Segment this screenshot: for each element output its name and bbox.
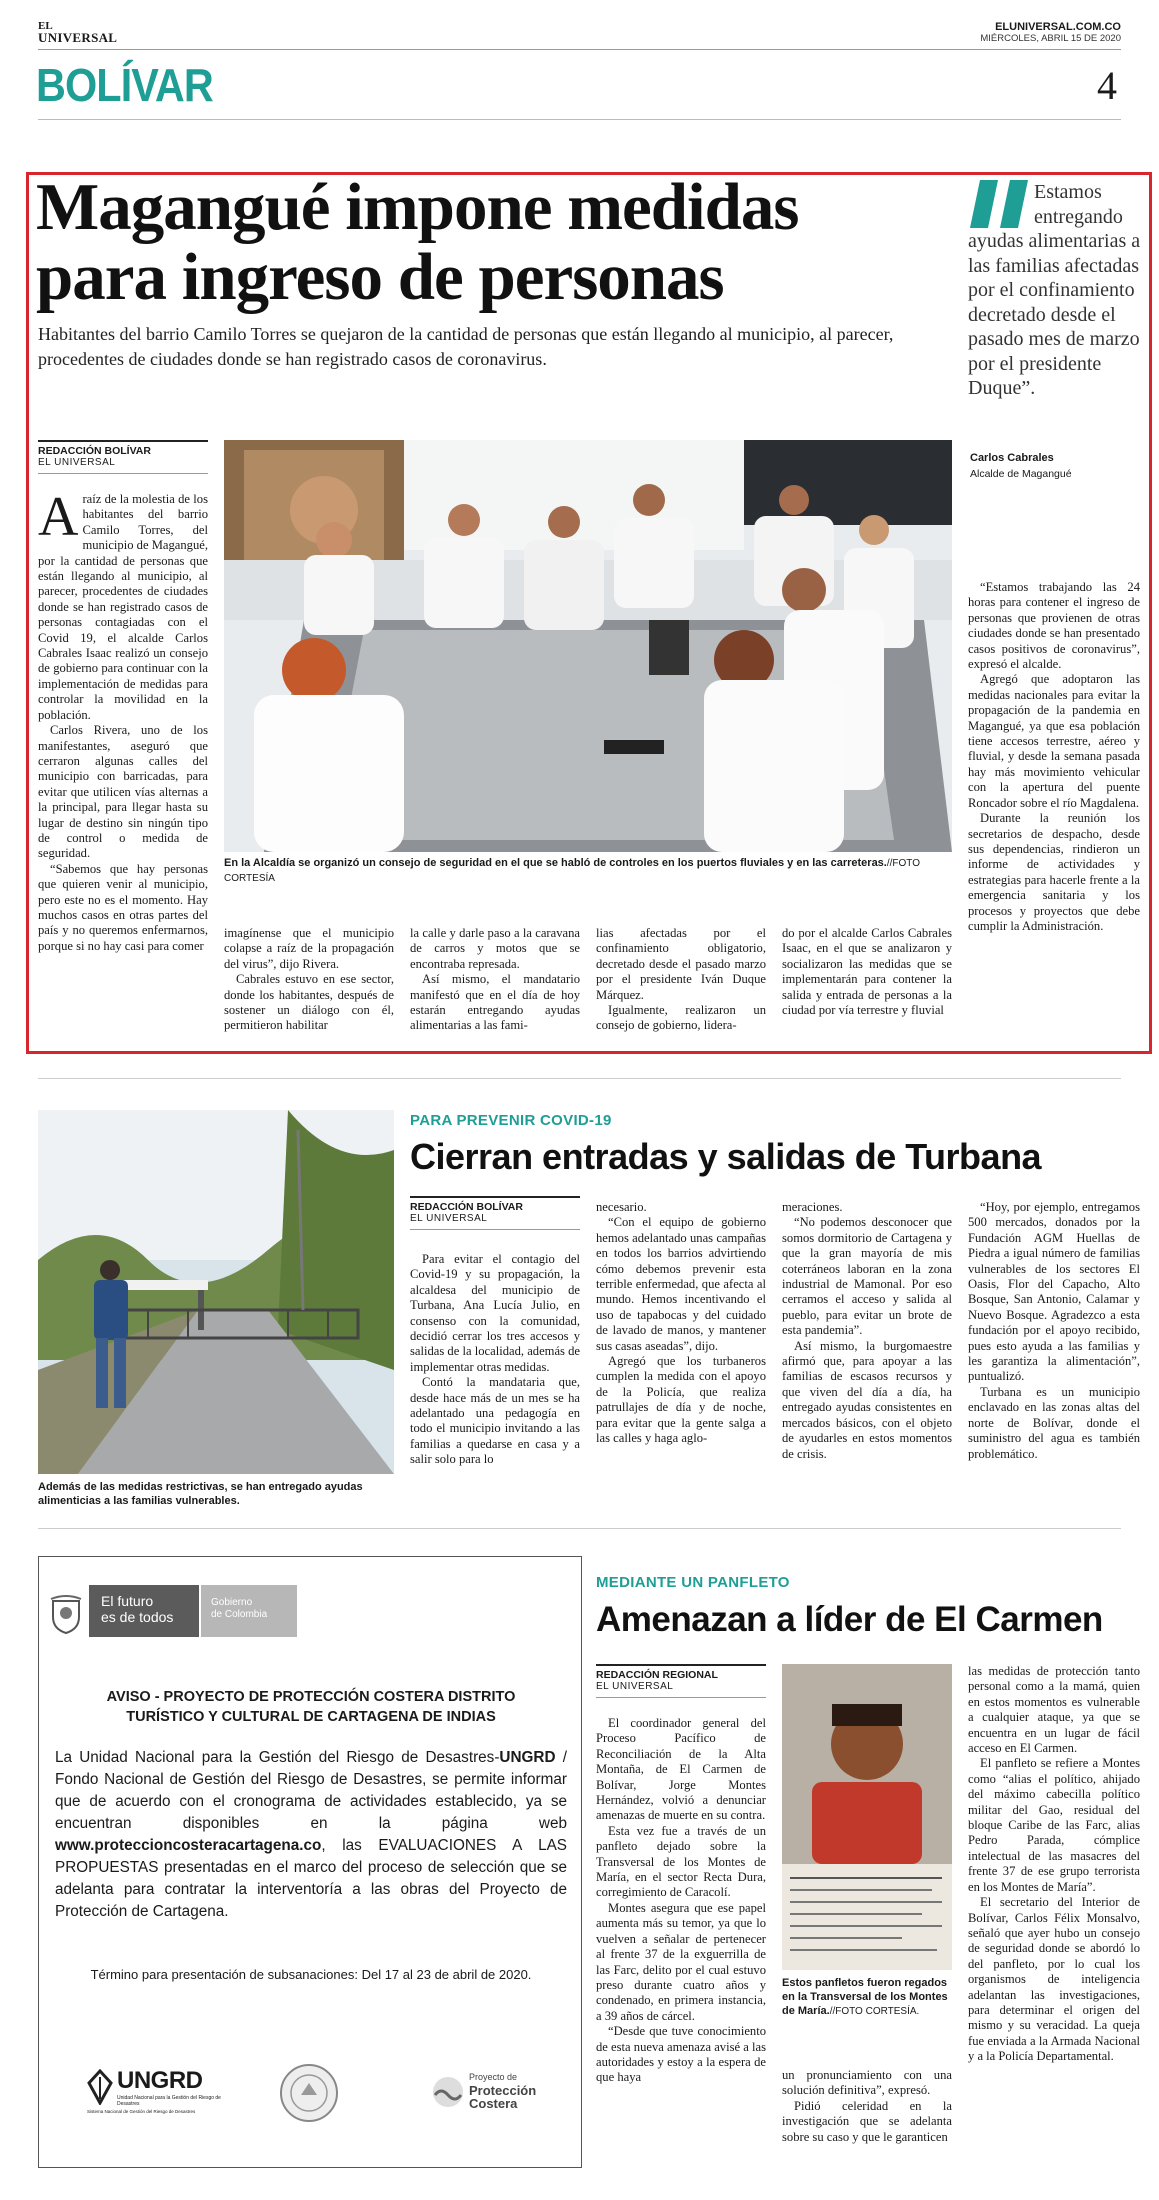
turbana-byline xyxy=(410,1196,580,1230)
lead-photo-caption xyxy=(224,856,952,886)
lead-dek: Habitantes del barrio Camilo Torres se quejaron de la cantidad de personas que están llegando al municipio, al parecer, procedentes de ciudades donde se han registrado casos de coronavirus. xyxy=(38,324,894,369)
lead-col6-p1: “Estamos trabajando las 24 horas para contener el ingreso de personas que provienen de otras ciudades donde se han presentado casos positivos de coronavirus”, expresó el alcalde. xyxy=(968,580,1140,672)
masthead-site xyxy=(980,22,1121,44)
carmen-col-1 xyxy=(596,1716,766,2186)
lead-col1-p2: Carlos Rivera, uno de los manifestantes, aseguró que cerraron algunas calles del municipio con barricadas, para evitar que utilicen vías alternas a la principal, para llegar hasta su lugar de destino sin ningún tipo de control o medida de seguridad. xyxy=(38,723,208,861)
lead-headline xyxy=(36,172,956,312)
ungrd-ad xyxy=(38,1556,582,2168)
ad-body-ungrd: UNGRD xyxy=(499,1749,556,1766)
carmen-caption-text: Estos panfletos fueron regados en la Transversal de los Montes de María. xyxy=(782,1977,948,2017)
turbana-col4-p2: Turbana es un municipio enclavado en las zonas altas del norte de Bolívar, donde el suministro del agua es también problemático. xyxy=(968,1384,1140,1461)
gov-logo xyxy=(201,1585,297,1637)
carmen-kicker: MEDIANTE UN PANFLETO xyxy=(596,1574,790,1591)
carmen-byline-sub: EL UNIVERSAL xyxy=(596,1681,766,1698)
lead-caption-credit: //FOTO CORTESÍA xyxy=(224,858,921,884)
quote-role: Alcalde de Magangué xyxy=(970,468,1072,480)
turbana-col2-p3: Agregó que los turbaneros cumplen la medida con el apoyo de la Policía, que realiza patrullajes de día y de noche, para evitar que la gente salga a las calles y haga aglo- xyxy=(596,1354,766,1446)
carmen-headline: Amenazan a líder de El Carmen xyxy=(596,1600,1103,1639)
carmen-col1-p2: Esta vez fue a través de un panfleto dejado sobre la Transversal de los Montes de María, en el sector Recta Dura, corregimiento de Caracolí. xyxy=(596,1823,766,1900)
turbana-col-4 xyxy=(968,1200,1140,1504)
turbana-col-3 xyxy=(782,1200,952,1504)
lead-byline-sub: EL UNIVERSAL xyxy=(38,457,208,474)
turbana-byline-name: REDACCIÓN BOLÍVAR xyxy=(410,1201,523,1213)
turbana-col3-p1: meraciones. xyxy=(782,1200,843,1214)
carmen-col3-p1: las medidas de protección tanto personal como a la mamá, quien en estos momentos es vulnerable a cualquier ataque, ya que se encuentra en un lugar de fácil acceso en El Carmen. xyxy=(968,1664,1140,1756)
masthead-brand xyxy=(38,20,117,44)
ungrd-sub2: Sistema Nacional de Gestión del Riesgo de Desastres xyxy=(87,2109,196,2114)
lead-col-6 xyxy=(968,580,1140,1050)
gov-line2: de Colombia xyxy=(211,1609,268,1620)
lead-col-5 xyxy=(782,926,952,1050)
turbana-col4-p1: “Hoy, por ejemplo, entregamos 500 mercados, donados por la Fundación AGM Huellas de Piedra a igual número de familias vulnerables de los sectores El Oasis, Flor del Capacho, Alto Bosque, San Antonio, Calamar y Nuevo Bosque. Agradezco a esta fundación por el apoyo recibido, pues esto ayuda a las familias y les garantiza la alimentación”, puntualizó. xyxy=(968,1200,1140,1384)
turbana-photo-caption: Además de las medidas restrictivas, se han entregado ayudas alimenticias a las familias vulnerables. xyxy=(38,1481,363,1507)
coastal-line1: Proyecto de xyxy=(469,2072,518,2082)
turbana-col2-p2: “Con el equipo de gobierno hemos adelantado unas campañas en todos los barrios advirtiendo cómo debemos prevenir esta terrible enfermedad, que afecta al mundo. Hemos incentivando el uso de tapabocas y del cuidado de lavado de manos, y mantener sus casas aseadas”, dijo. xyxy=(596,1215,766,1353)
gov-line1: Gobierno xyxy=(211,1597,253,1608)
carmen-col2-p2: Pidió celeridad en la investigación que se adelanta sobre su caso y que le garanticen xyxy=(782,2098,952,2144)
page-number: 4 xyxy=(1097,63,1117,108)
ad-title: AVISO - PROYECTO DE PROTECCIÓN COSTERA DISTRITO TURÍSTICO Y CULTURAL DE CARTAGENA DE INDIAS xyxy=(106,1689,516,1725)
carmen-byline xyxy=(596,1664,766,1698)
lead-col3-p2: Así mismo, el mandatario manifestó que en el día de hoy estarán entregando ayudas alimentarias a las fami- xyxy=(410,972,580,1033)
future-line1: El futuro xyxy=(101,1593,154,1609)
coastal-wave-icon xyxy=(431,2075,465,2114)
lead-col6-p2: Agregó que adoptaron las medidas nacionales para evitar la propagación de la pandemia en Magangué, ya que esa población tiene accesos terrestre, aéreo y fluvial, y desde la semana pasada hay más movimiento vehicular con la apertura del puente Roncador sobre el río Magdalena. xyxy=(968,672,1140,810)
future-logo xyxy=(89,1585,199,1637)
ad-website-link[interactable]: www.proteccioncosteracartagena.co xyxy=(55,1837,322,1854)
section-rule xyxy=(38,119,1121,120)
ungrd-sub: Unidad Nacional para la Gestión del Riesgo de Desastres xyxy=(117,2095,221,2107)
masthead-rule xyxy=(38,49,1121,50)
carmen-col1-p1: El coordinador general del Proceso Pacífico de Reconciliación de la Alta Montaña, de El Carmen de Bolívar, Jorge Montes Hernández, volvió a denunciar amenazas de muerte en su contra. xyxy=(596,1716,766,1823)
brand-bottom: UNIVERSAL xyxy=(38,30,118,45)
turbana-col1-p2: Contó la mandataria que, desde hace más de un mes se ha adelantado una pedagogía en todo el municipio invitando a las familias a quedarse en casa y a salir solo para lo xyxy=(410,1375,580,1467)
turbana-byline-sub: EL UNIVERSAL xyxy=(410,1213,580,1230)
coastal-line2: Protección xyxy=(469,2083,537,2098)
lead-col2-p2: Cabrales estuvo en ese sector, donde los habitantes, después de sostener un diálogo con él, permitieron habilitar xyxy=(224,972,394,1033)
section-title: BOLÍVAR xyxy=(36,59,213,111)
ad-body-post: , las EVALUACIONES A LAS PROPUESTAS presentadas en el marco del proceso de selección que se adelanta para contratar la interventoría a las obras del Proyecto de Protección de Cartagena. xyxy=(55,1837,567,1920)
turbana-headline: Cierran entradas y salidas de Turbana xyxy=(410,1136,1042,1177)
lead-caption-text: En la Alcaldía se organizó un consejo de seguridad en el que se habló de controles en los puertos fluviales y en las carreteras. xyxy=(224,857,887,869)
lead-col6-p3: Durante la reunión los secretarios de despacho, desde sus dependencias, rindieron un informe de actividades y estrategias para hacerle frente a la emergencia sanitaria y los procesos y proyectos que debe cumplir la Administración. xyxy=(968,811,1140,933)
lead-col-1 xyxy=(38,492,208,1046)
lead-col4-p1: lias afectadas por el confinamiento obligatorio, decretado desde el pasado marzo por el presidente Iván Duque Márquez. xyxy=(596,926,766,1002)
turbana-col-2 xyxy=(596,1200,766,1504)
lead-byline xyxy=(38,440,208,474)
lead-col-4 xyxy=(596,926,766,1050)
future-line2: es de todos xyxy=(101,1609,174,1625)
quote-author: Carlos Cabrales xyxy=(970,452,1054,464)
lead-col3-p1: la calle y darle paso a la caravana de carros y motos que se encontraba represada. xyxy=(410,926,580,971)
carmen-col-2 xyxy=(782,2068,952,2188)
lead-col2-p1: imagínense que el municipio colapse a raíz de la propagación del virus”, dijo Rivera. xyxy=(224,926,394,971)
carmen-col-3 xyxy=(968,1664,1140,2188)
ad-body-mid: / Fondo Nacional de Gestión del Riesgo de Desastres, se permite informar que de acuerdo con el cronograma de actividades establecido, ya se encuentran disponibles en la página web xyxy=(55,1749,568,1832)
carmen-col1-p3: Montes asegura que ese papel aumenta más su temor, ya que lo vuelven a señalar de pertenecer al frente 37 de la exguerrilla de las Farc, delito por el cual estuvo preso durante cuatro años y condenado, en primera instancia, a 39 años de cárcel. xyxy=(596,1900,766,2023)
turbana-kicker: PARA PREVENIR COVID-19 xyxy=(410,1112,612,1129)
lead-headline-line1: Magangué impone medidas xyxy=(36,170,799,244)
divider-1 xyxy=(38,1078,1121,1079)
site-url: ELUNIVERSAL.COM.CO xyxy=(995,21,1121,33)
lead-col-2 xyxy=(224,926,394,1050)
lead-col-3 xyxy=(410,926,580,1050)
coastal-logo xyxy=(431,2069,561,2119)
ad-term: Término para presentación de subsanaciones: Del 17 al 23 de abril de 2020. xyxy=(90,1967,532,1982)
lead-headline-line2: para ingreso de personas xyxy=(36,240,724,314)
lead-col5-p1: do por el alcalde Carlos Cabrales Isaac, en el que se analizaron y socializaron las medidas que se implementarán para contener la salida y entrada de personas a la ciudad por vía terrestre y fluvial xyxy=(782,926,952,1018)
lead-col1-p1: raíz de la molestia de los habitantes del barrio Camilo Torres, del municipio de Magangué, por la cantidad de personas que están llegando al municipio, al parecer, procedentes de ciudades donde se han registrado casos de personas contagiadas con el Covid 19, el alcalde Carlos Cabrales Isaac realizó un consejo de gobierno para continuar con la implementación de medidas para controlar la movilidad en la población. xyxy=(38,492,208,722)
brand-top: EL xyxy=(38,20,53,32)
coastal-line3: Costera xyxy=(469,2096,518,2111)
turbana-col1-p1: Para evitar el contagio del Covid-19 y su propagación, la alcaldesa del municipio de Turbana, Ana Lucía Julio, en consenso con la comunidad, decidió cerrar los tres accesos y salidas de la localidad, además de implementar otras medidas. xyxy=(410,1252,580,1374)
turbana-col3-p2: “No podemos desconocer que somos dormitorio de Cartagena y que la gran mayoría de mis coterráneos laboran en la zona industrial de Mamonal. Por eso cerramos el acceso y salida al pueblo, para evitar un brote de esta pandemia”. xyxy=(782,1215,952,1338)
ungrd-hands-icon xyxy=(87,2069,113,2110)
colombia-shield-icon xyxy=(49,1595,83,1635)
lead-col4-p2: Igualmente, realizaron un consejo de gobierno, lidera- xyxy=(596,1003,766,1033)
carmen-photo-caption xyxy=(782,1976,952,2019)
lead-photo xyxy=(224,440,952,852)
turbana-photo xyxy=(38,1110,394,1474)
carmen-byline-name: REDACCIÓN REGIONAL xyxy=(596,1669,718,1681)
carmen-col3-p3: El secretario del Interior de Bolívar, Carlos Félix Monsalvo, señaló que ayer hubo un consejo de seguridad donde se abordó lo del panfleto, por lo cual los organismos de inteligencia adelantan las investigaciones, para determinar el origen del mismo y su veracidad. La queja fue enviada a la Armada Nacional y a la Policía Departamental. xyxy=(968,1895,1140,2064)
ad-body-pre: La Unidad Nacional para la Gestión del Riesgo de Desastres- xyxy=(55,1749,500,1766)
pull-quote-text: Estamos entregando ayudas alimentarias a las familias afectadas por el confinamiento decretado desde el pasado mes de marzo por el presidente Duque”. xyxy=(968,181,1141,399)
ungrd-logo xyxy=(87,2065,227,2121)
drop-cap: A xyxy=(38,492,79,548)
turbana-col3-p3: Así mismo, la burgomaestre afirmó que, para apoyar a las familias de escasos recursos y que viven del día a día, ha entregado ayudas consistentes en mercados básicos, con el objeto de ayudarles en estos momentos de crisis. xyxy=(782,1338,952,1461)
issue-date: MIÉRCOLES, ABRIL 15 DE 2020 xyxy=(980,33,1121,44)
turbana-col-1 xyxy=(410,1252,580,1504)
carmen-col2-p1: un pronunciamiento con una solución definitiva”, expresó. xyxy=(782,2068,952,2098)
pull-quote xyxy=(968,180,1148,401)
lead-col1-p3: “Sabemos que hay personas que quieren venir al municipio, pero este no es el momento. Hay muchos casos en otras partes del país y no queremos enfermarnos, porque si no hay casi para comer xyxy=(38,861,208,953)
divider-2 xyxy=(38,1528,1121,1529)
lead-byline-name: REDACCIÓN BOLÍVAR xyxy=(38,445,151,457)
ungrd-wordmark: UNGRD xyxy=(117,2067,203,2094)
seal-icon xyxy=(279,2063,339,2123)
coastal-text xyxy=(469,2071,536,2110)
turbana-col2-p1: necesario. xyxy=(596,1200,647,1214)
ad-body xyxy=(55,1747,567,1923)
carmen-col1-p4: “Desde que tuve conocimiento de esta nueva amenaza avisé a las autoridades y estoy a la espera de que haya xyxy=(596,2024,766,2085)
carmen-photo xyxy=(782,1664,952,1970)
carmen-col3-p2: El panfleto se refiere a Montes como “alias el político, ahijado del máximo cabecilla político militar del Gao, residual del bloque Caribe de las Farc, alias Pedro Parada, cómplice intelectual de las masacres del frente 37 de ese grupo terrorista en los Montes de María”. xyxy=(968,1756,1140,1894)
carmen-caption-credit: //FOTO CORTESÍA. xyxy=(829,2006,920,2017)
